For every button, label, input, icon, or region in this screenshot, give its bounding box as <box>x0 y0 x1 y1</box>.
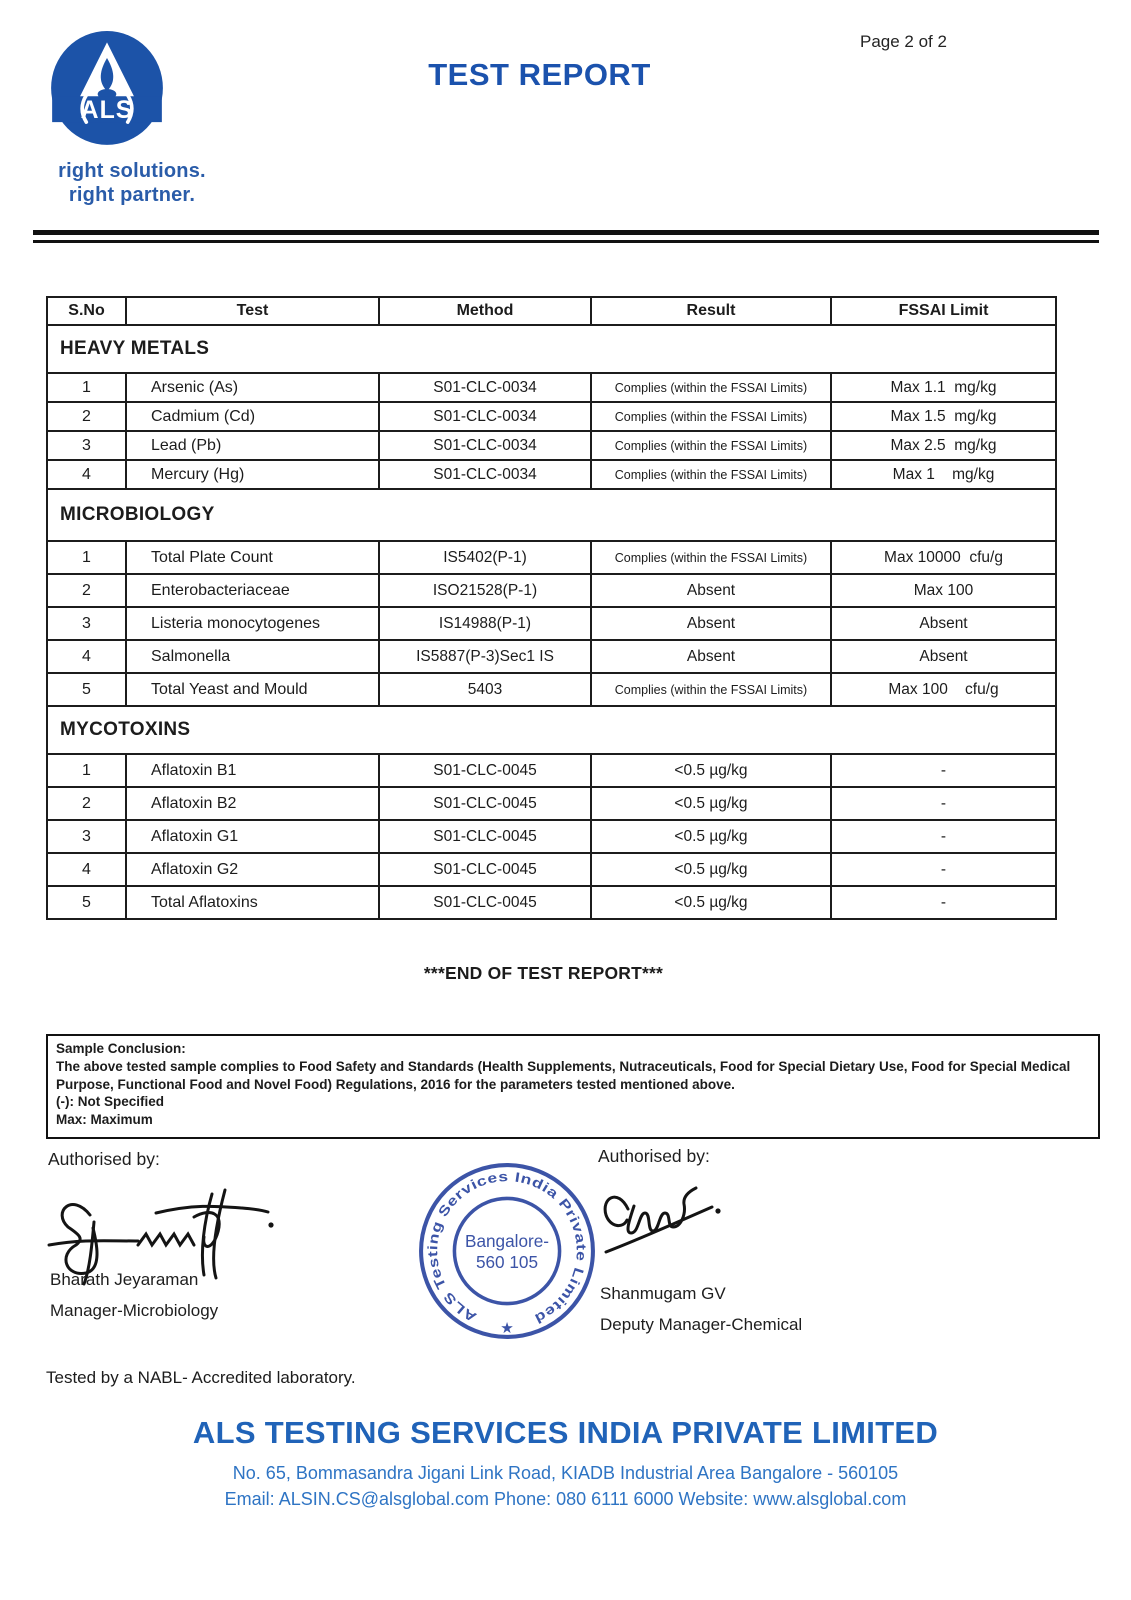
cell-method: S01-CLC-0045 <box>379 754 591 787</box>
stamp-star-icon: ★ <box>500 1318 514 1337</box>
table-row <box>47 853 1056 886</box>
section-header-mycotoxins <box>47 706 1056 754</box>
table-row <box>47 673 1056 706</box>
cell-result: Complies (within the FSSAI Limits) <box>591 431 831 460</box>
cell-test: Mercury (Hg) <box>126 460 379 489</box>
col-header-test: Test <box>126 297 379 325</box>
cell-sno: 5 <box>47 673 126 706</box>
cell-limit: Absent <box>831 607 1056 640</box>
col-header-limit: FSSAI Limit <box>831 297 1056 325</box>
footer-company-name: ALS TESTING SERVICES INDIA PRIVATE LIMITED <box>192 1415 939 1450</box>
table-row <box>47 431 1056 460</box>
cell-method: IS14988(P-1) <box>379 607 591 640</box>
cell-test: Listeria monocytogenes <box>126 607 379 640</box>
footer-contact: Email: ALSIN.CS@alsglobal.com Phone: 080 6111 6000 Website: www.alsglobal.com <box>224 1489 907 1509</box>
cell-sno: 3 <box>47 607 126 640</box>
page-number: Page 2 of 2 <box>860 32 947 51</box>
cell-method: S01-CLC-0045 <box>379 820 591 853</box>
cell-limit: - <box>831 853 1056 886</box>
results-table-wrap <box>46 296 1057 920</box>
tagline-line1: right solutions. <box>58 160 206 182</box>
cell-limit: Max 2.5 mg/kg <box>831 431 1056 460</box>
page-title: TEST REPORT <box>428 57 651 92</box>
logo-text: ALS <box>80 96 134 124</box>
cell-test: Lead (Pb) <box>126 431 379 460</box>
cell-result: Complies (within the FSSAI Limits) <box>591 402 831 431</box>
cell-method: S01-CLC-0034 <box>379 373 591 402</box>
section-title: MICROBIOLOGY <box>47 489 1056 541</box>
col-header-method: Method <box>379 297 591 325</box>
cell-sno: 3 <box>47 820 126 853</box>
cell-sno: 1 <box>47 373 126 402</box>
table-header-row <box>47 297 1056 325</box>
cell-test: Salmonella <box>126 640 379 673</box>
cell-test: Total Aflatoxins <box>126 886 379 919</box>
table-row <box>47 640 1056 673</box>
logo-tagline <box>46 160 218 207</box>
cell-limit: - <box>831 787 1056 820</box>
stamp-ring-text: ALS Testing Services India Private Limited <box>425 1169 589 1326</box>
stamp-pincode: 560 105 <box>475 1252 539 1273</box>
cell-result: <0.5 µg/kg <box>591 754 831 787</box>
cell-limit: Max 100 <box>831 574 1056 607</box>
cell-sno: 2 <box>47 402 126 431</box>
cell-method: S01-CLC-0034 <box>379 431 591 460</box>
signatory-role-right: Deputy Manager-Chemical <box>600 1315 803 1334</box>
cell-result: Complies (within the FSSAI Limits) <box>591 373 831 402</box>
table-row <box>47 787 1056 820</box>
table-row <box>47 607 1056 640</box>
section-header-heavy-metals <box>47 325 1056 373</box>
cell-sno: 1 <box>47 541 126 574</box>
cell-sno: 1 <box>47 754 126 787</box>
cell-test: Total Yeast and Mould <box>126 673 379 706</box>
cell-limit: - <box>831 820 1056 853</box>
cell-limit: Max 10000 cfu/g <box>831 541 1056 574</box>
company-stamp-icon <box>416 1160 598 1342</box>
cell-method: IS5887(P-3)Sec1 IS <box>379 640 591 673</box>
authorised-by-right-label: Authorised by: <box>598 1146 710 1166</box>
conclusion-heading: Sample Conclusion: <box>56 1041 186 1056</box>
conclusion-note-dash: (-): Not Specified <box>56 1094 164 1110</box>
cell-method: S01-CLC-0045 <box>379 886 591 919</box>
signatory-name-right: Shanmugam GV <box>600 1284 726 1303</box>
signatory-role-left: Manager-Microbiology <box>50 1301 219 1320</box>
table-row <box>47 373 1056 402</box>
cell-limit: Max 1.5 mg/kg <box>831 402 1056 431</box>
cell-method: 5403 <box>379 673 591 706</box>
section-title: HEAVY METALS <box>47 325 1056 373</box>
divider-line-bottom <box>33 240 1099 243</box>
section-title: MYCOTOXINS <box>47 706 1056 754</box>
table-row <box>47 886 1056 919</box>
cell-result: Complies (within the FSSAI Limits) <box>591 673 831 706</box>
cell-test: Aflatoxin G2 <box>126 853 379 886</box>
cell-sno: 4 <box>47 460 126 489</box>
cell-result: <0.5 µg/kg <box>591 886 831 919</box>
col-header-result: Result <box>591 297 831 325</box>
cell-limit: Absent <box>831 640 1056 673</box>
cell-sno: 4 <box>47 640 126 673</box>
cell-test: Arsenic (As) <box>126 373 379 402</box>
cell-sno: 5 <box>47 886 126 919</box>
signature-right-icon <box>598 1176 760 1272</box>
table-row <box>47 460 1056 489</box>
footer-address: No. 65, Bommasandra Jigani Link Road, KIADB Industrial Area Bangalore - 560105 <box>232 1463 899 1483</box>
table-row <box>47 754 1056 787</box>
cell-test: Cadmium (Cd) <box>126 402 379 431</box>
cell-sno: 3 <box>47 431 126 460</box>
cell-method: S01-CLC-0034 <box>379 402 591 431</box>
cell-method: S01-CLC-0045 <box>379 853 591 886</box>
cell-test: Aflatoxin G1 <box>126 820 379 853</box>
cell-sno: 4 <box>47 853 126 886</box>
cell-test: Total Plate Count <box>126 541 379 574</box>
header-divider <box>33 230 1099 243</box>
conclusion-body: The above tested sample complies to Food Safety and Standards (Health Supplements, Nutraceuticals, Food for Special Dietary Use, Food for Special Medical Purpose, Functional Food and Novel Food) Regulations, 2016 for the parameters tested mentioned above. <box>56 1058 1071 1092</box>
cell-limit: Max 1.1 mg/kg <box>831 373 1056 402</box>
cell-test: Enterobacteriaceae <box>126 574 379 607</box>
cell-sno: 2 <box>47 574 126 607</box>
cell-method: ISO21528(P-1) <box>379 574 591 607</box>
cell-method: S01-CLC-0045 <box>379 787 591 820</box>
cell-limit: - <box>831 754 1056 787</box>
cell-result: Absent <box>591 640 831 673</box>
authorised-by-left-label: Authorised by: <box>48 1149 160 1169</box>
cell-result: Complies (within the FSSAI Limits) <box>591 541 831 574</box>
cell-sno: 2 <box>47 787 126 820</box>
cell-method: IS5402(P-1) <box>379 541 591 574</box>
results-table <box>46 296 1057 920</box>
stamp-city: Bangalore- <box>464 1230 550 1251</box>
table-row <box>47 541 1056 574</box>
cell-result: <0.5 µg/kg <box>591 820 831 853</box>
cell-limit: - <box>831 886 1056 919</box>
table-row <box>47 820 1056 853</box>
signatory-name-left: Bharath Jeyaraman <box>50 1270 199 1289</box>
nabl-accreditation-note: Tested by a NABL- Accredited laboratory. <box>46 1368 356 1387</box>
conclusion-note-max: Max: Maximum <box>56 1112 153 1128</box>
cell-result: <0.5 µg/kg <box>591 853 831 886</box>
cell-test: Aflatoxin B2 <box>126 787 379 820</box>
divider-line-top <box>33 230 1099 235</box>
end-of-report-marker: ***END OF TEST REPORT*** <box>423 963 664 983</box>
cell-result: <0.5 µg/kg <box>591 787 831 820</box>
cell-result: Complies (within the FSSAI Limits) <box>591 460 831 489</box>
cell-limit: Max 1 mg/kg <box>831 460 1056 489</box>
table-row <box>47 402 1056 431</box>
cell-method: S01-CLC-0034 <box>379 460 591 489</box>
sample-conclusion-box <box>46 1034 1100 1139</box>
cell-test: Aflatoxin B1 <box>126 754 379 787</box>
tagline-line2: right partner. <box>68 183 196 206</box>
cell-result: Absent <box>591 574 831 607</box>
cell-result: Absent <box>591 607 831 640</box>
col-header-sno: S.No <box>47 297 126 325</box>
table-row <box>47 574 1056 607</box>
section-header-microbiology <box>47 489 1056 541</box>
cell-limit: Max 100 cfu/g <box>831 673 1056 706</box>
